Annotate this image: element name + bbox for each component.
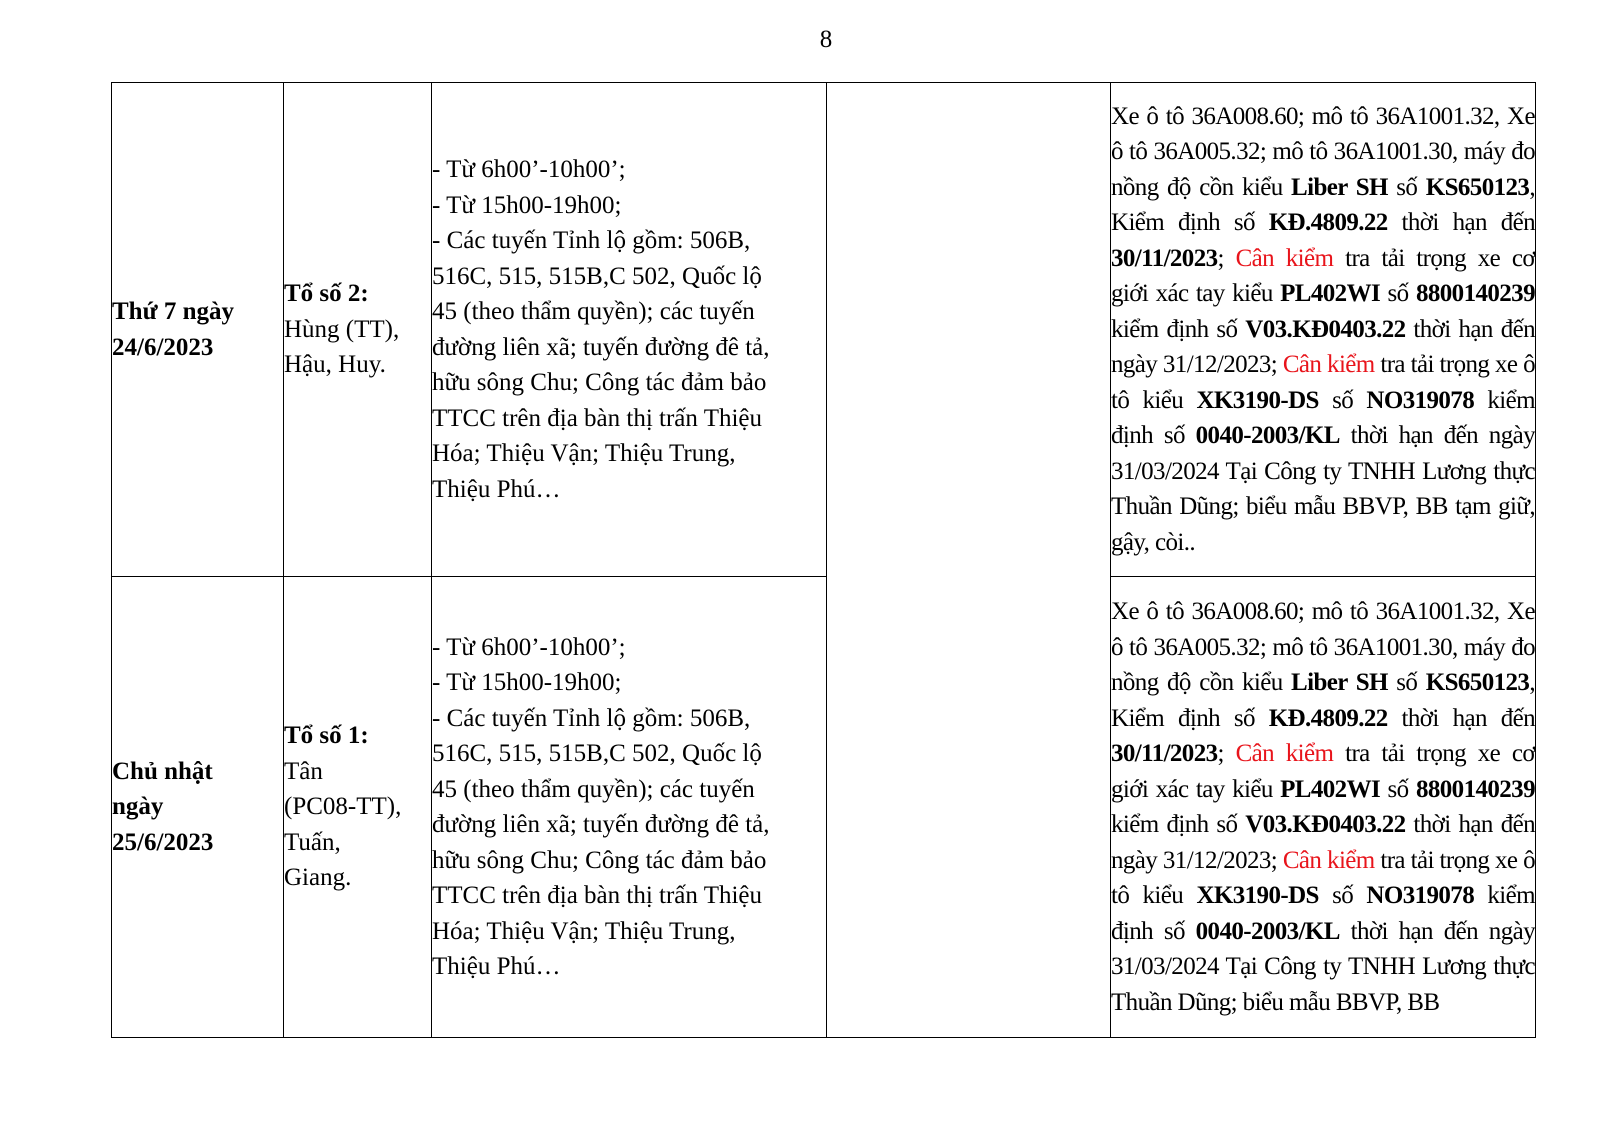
equipment-text: ; — [1217, 244, 1236, 272]
equipment-text: , Kiểm định số — [1111, 669, 1535, 732]
route-line: hữu sông Chu; Công tác đảm bảo — [432, 369, 767, 396]
patrol-schedule-table — [111, 82, 1536, 1038]
page-number: 8 — [819, 26, 833, 53]
date-line: Thứ 7 ngày — [112, 298, 234, 325]
highlight-text: Cân kiểm — [1282, 846, 1375, 874]
inspection-number: KĐ.4809.22 — [1268, 209, 1388, 237]
team-member-line: Tân — [284, 757, 323, 785]
equipment-text: số — [1318, 882, 1367, 909]
serial-number: KS650123 — [1425, 173, 1530, 201]
empty-merged-cell — [827, 83, 1111, 1038]
table-row — [112, 83, 1536, 577]
equipment-text: thời hạn đến ngày 31/03/2024 Tại Công ty TNHH Lương thực Thuần Dũng; biểu mẫu BBVP, BB tạm giữ, gậy, còi.. — [1111, 422, 1536, 556]
route-line: hữu sông Chu; Công tác đảm bảo — [432, 846, 767, 874]
route-line: Thiệu Phú… — [432, 475, 561, 503]
equipment-text: thời hạn đến ngày 31/12/2023; — [1111, 811, 1535, 874]
device-model: XK3190-DS — [1196, 386, 1319, 414]
team-member-line: Hậu, Huy. — [284, 351, 386, 379]
highlight-text: Cân kiểm — [1235, 740, 1334, 767]
route-line: TTCC trên địa bàn thị trấn Thiệu — [432, 882, 763, 909]
inspection-number: KĐ.4809.22 — [1268, 704, 1388, 732]
equipment-text: tra tải trọng xe ô tô kiểu — [1111, 846, 1536, 909]
equipment-text: kiểm định số — [1111, 882, 1535, 945]
highlight-text: Cân kiểm — [1235, 244, 1334, 272]
equipment-text: Xe ô tô 36A008.60; mô tô 36A1001.32, Xe ô tô 36A005.32; mô tô 36A1001.30, máy đo nồng độ cồn kiểu — [1111, 102, 1535, 201]
route-cell — [432, 577, 827, 1038]
route-line: Thiệu Phú… — [432, 953, 561, 980]
date-line: ngày — [112, 793, 164, 821]
team-member-line: Giang. — [284, 864, 352, 892]
inspection-number: V03.KĐ0403.22 — [1245, 315, 1406, 343]
equipment-text: số — [1387, 669, 1426, 696]
equipment-text: ; — [1217, 740, 1236, 767]
highlight-text: Cân kiểm — [1282, 351, 1375, 379]
equipment-text: số — [1380, 775, 1416, 803]
route-line: - Các tuyến Tỉnh lộ gồm: 506B, — [432, 227, 751, 254]
equipment-text: Xe ô tô 36A008.60; mô tô 36A1001.32, Xe ô tô 36A005.32; mô tô 36A1001.30, máy đo nồng độ cồn kiểu — [1111, 598, 1535, 696]
equipment-cell — [1111, 577, 1536, 1038]
equipment-text: kiểm định số — [1111, 386, 1535, 450]
device-model: Liber SH — [1291, 669, 1388, 696]
equipment-text: thời hạn đến — [1387, 209, 1535, 237]
route-line: - Các tuyến Tỉnh lộ gồm: 506B, — [432, 704, 751, 732]
device-model: Liber SH — [1291, 173, 1388, 201]
route-line: TTCC trên địa bàn thị trấn Thiệu — [432, 404, 763, 432]
serial-number: 8800140239 — [1415, 775, 1535, 803]
route-line: 45 (theo thẩm quyền); các tuyến — [432, 298, 755, 325]
route-line: - Từ 6h00’-10h00’; — [432, 633, 626, 661]
date-line: 25/6/2023 — [112, 828, 214, 856]
inspection-number: V03.KĐ0403.22 — [1245, 811, 1406, 838]
equipment-text: thời hạn đến ngày 31/03/2024 Tại Công ty TNHH Lương thực Thuần Dũng; biểu mẫu BBVP, BB — [1111, 917, 1536, 1016]
route-line: - Từ 15h00-19h00; — [432, 669, 622, 696]
date-cell — [112, 577, 284, 1038]
device-model: XK3190-DS — [1196, 882, 1319, 909]
equipment-text: tra tải trọng xe cơ giới xác tay kiểu — [1111, 740, 1535, 803]
team-title: Tổ số 2: — [284, 280, 369, 308]
serial-number: 8800140239 — [1415, 280, 1535, 308]
expiry-date: 30/11/2023 — [1111, 244, 1218, 272]
date-cell — [112, 83, 284, 577]
equipment-text: tra tải trọng xe cơ giới xác tay kiểu — [1111, 244, 1535, 308]
team-member-line: Hùng (TT), — [284, 315, 400, 343]
serial-number: NO319078 — [1366, 386, 1475, 414]
serial-number: NO319078 — [1366, 882, 1475, 909]
team-title: Tổ số 1: — [284, 722, 369, 750]
equipment-text: , Kiểm định số — [1111, 173, 1535, 237]
date-line: 24/6/2023 — [112, 333, 214, 361]
inspection-number: 0040-2003/KL — [1195, 422, 1340, 450]
team-member-line: (PC08-TT), — [284, 793, 402, 821]
equipment-text: thời hạn đến ngày 31/12/2023; — [1111, 315, 1535, 379]
inspection-number: 0040-2003/KL — [1195, 917, 1340, 945]
device-model: PL402WI — [1280, 280, 1381, 308]
route-line: - Từ 15h00-19h00; — [432, 191, 622, 219]
team-member-line: Tuấn, — [284, 828, 341, 856]
route-line: Hóa; Thiệu Vận; Thiệu Trung, — [432, 917, 736, 945]
team-cell — [284, 577, 432, 1038]
equipment-text: kiểm định số — [1111, 811, 1246, 838]
equipment-text: số — [1380, 280, 1416, 308]
device-model: PL402WI — [1280, 775, 1381, 803]
equipment-text: số — [1318, 386, 1367, 414]
equipment-text: kiểm định số — [1111, 315, 1246, 343]
route-line: đường liên xã; tuyến đường đê tả, — [432, 333, 770, 361]
expiry-date: 30/11/2023 — [1111, 740, 1218, 767]
route-line: 45 (theo thẩm quyền); các tuyến — [432, 775, 755, 803]
route-line: đường liên xã; tuyến đường đê tả, — [432, 811, 770, 838]
equipment-text: thời hạn đến — [1387, 704, 1535, 732]
equipment-text: tra tải trọng xe ô tô kiểu — [1111, 351, 1536, 414]
serial-number: KS650123 — [1425, 669, 1530, 696]
table-row — [112, 577, 1536, 1038]
route-line: 516C, 515, 515B,C 502, Quốc lộ — [432, 740, 762, 767]
equipment-cell — [1111, 83, 1536, 577]
route-line: - Từ 6h00’-10h00’; — [432, 156, 626, 183]
route-cell — [432, 83, 827, 577]
route-line: Hóa; Thiệu Vận; Thiệu Trung, — [432, 440, 736, 467]
date-line: Chủ nhật — [112, 757, 213, 785]
team-cell — [284, 83, 432, 577]
route-line: 516C, 515, 515B,C 502, Quốc lộ — [432, 262, 762, 290]
equipment-text: số — [1387, 173, 1426, 201]
